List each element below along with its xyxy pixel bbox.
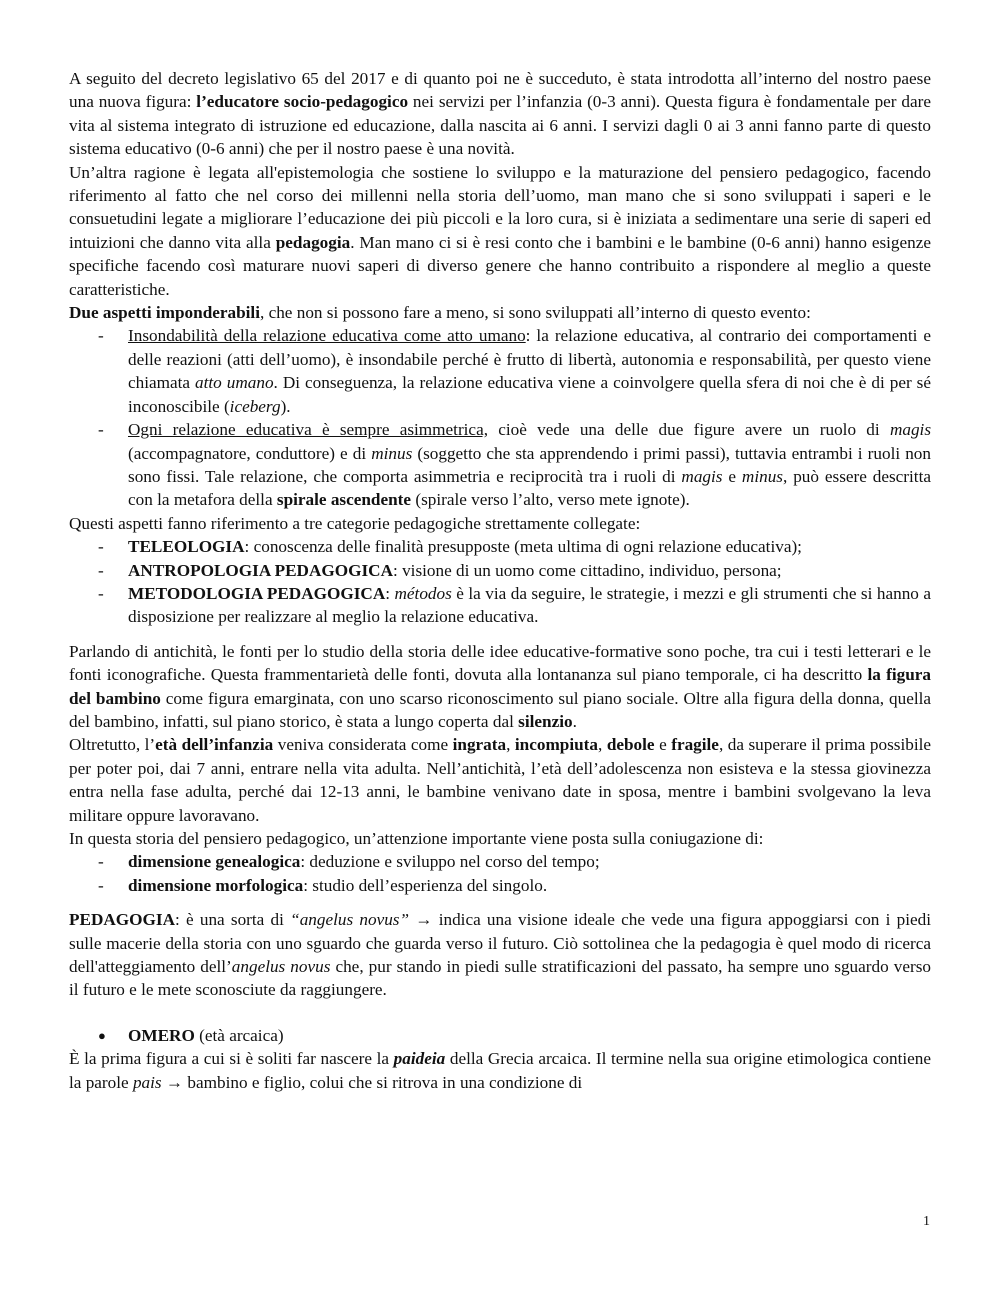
text: È la prima figura a cui si è soliti far nascere la bbox=[69, 1049, 394, 1069]
bold-term: dimensione morfologica bbox=[128, 875, 304, 895]
italic-term: iceberg bbox=[229, 396, 281, 416]
list-item bbox=[69, 850, 931, 873]
bold-term: PEDAGOGIA bbox=[69, 910, 175, 930]
text: della Grecia arcaica. Il termine nella sua origine etimologica contiene la parole bbox=[69, 1049, 931, 1092]
text: , bbox=[598, 735, 607, 755]
bold-term: incompiuta bbox=[514, 735, 598, 755]
text: e bbox=[722, 466, 742, 486]
text: : conoscenza delle finalità presupposte (meta ultima di ogni relazione educativa); bbox=[244, 537, 802, 557]
text: (spirale verso l’alto, verso mete ignote). bbox=[411, 490, 690, 510]
text: Oltretutto, l’ bbox=[69, 735, 156, 755]
text: veniva considerata come bbox=[273, 735, 453, 755]
bold-term: TELEOLOGIA bbox=[128, 537, 245, 557]
bold-term: ANTROPOLOGIA PEDAGOGICA bbox=[128, 560, 393, 580]
dimensions-list bbox=[69, 850, 931, 897]
text: ). bbox=[280, 396, 291, 416]
text: (età arcaica) bbox=[194, 1025, 284, 1045]
text: : bbox=[385, 583, 395, 603]
underlined-term: Insondabilità della relazione educativa come atto umano bbox=[128, 326, 526, 346]
bold-term: l’educatore socio-pedagogico bbox=[196, 92, 409, 112]
bold-term: debole bbox=[606, 735, 655, 755]
italic-term: minus bbox=[371, 443, 413, 463]
italic-term: métodos bbox=[394, 583, 452, 603]
bold-italic-term: paideia bbox=[393, 1049, 446, 1069]
aspects-list bbox=[69, 324, 931, 511]
bold-term: età dell’infanzia bbox=[155, 735, 274, 755]
bold-term: dimensione genealogica bbox=[128, 852, 301, 872]
paragraph-aspects bbox=[69, 301, 931, 324]
list-item bbox=[69, 1024, 931, 1047]
text: nei servizi per l’infanzia (0-3 anni). Questa figura è fondamentale per dare vita al sistema integrato di istruzione ed educazione, dalla nascita ai 6 anni. I servizi dagli 0 ai 3 anni fanno parte di questo sistema educativo (0-6 anni) che per il nostro paese è una novità. bbox=[69, 92, 931, 159]
italic-term: “angelus novus” bbox=[290, 910, 410, 930]
text: è la via da seguire, le strategie, i mezzi e gli strumenti che si hanno a disposizione per realizzare al meglio la relazione educativa. bbox=[128, 583, 931, 627]
text: : visione di un uomo come cittadino, individuo, persona; bbox=[393, 560, 782, 580]
paragraph-pedagogia bbox=[69, 908, 931, 1002]
text: . Man mano ci si è resi conto che i bambini e le bambine (0-6 anni) hanno esigenze specifiche facendo così maturare nuovi saperi di diverso genere che hanno contribuito a rispondere al meglio a queste caratteristiche. bbox=[69, 232, 931, 299]
text: (soggetto che sta apprendendo i primi passi), tuttavia entrambi i ruoli non sono fissi. Tale relazione, che comporta asimmetria e reciprocità tra i ruoli di bbox=[128, 443, 931, 486]
list-item bbox=[69, 559, 931, 582]
bold-term: METODOLOGIA PEDAGOGICA bbox=[128, 583, 386, 603]
paragraph-childhood bbox=[69, 733, 931, 827]
italic-term: pais bbox=[132, 1072, 162, 1092]
text: → indica una visione ideale che vede una figura appoggiarsi con i piedi sulle macerie della storia con uno sguardo che guarda verso il futuro. Ciò sottolinea che la pedagogia è quel modo di ricerca dell'atteggiamento dell’ bbox=[69, 910, 931, 977]
bold-term: Due aspetti imponderabili bbox=[69, 303, 260, 323]
list-item bbox=[69, 535, 931, 558]
list-item bbox=[69, 324, 931, 418]
italic-term: magis bbox=[681, 466, 723, 486]
italic-term: angelus novus bbox=[231, 957, 331, 977]
document-page bbox=[69, 67, 931, 1094]
paragraph-intro bbox=[69, 67, 931, 161]
list-item bbox=[69, 874, 931, 897]
bold-term: la figura del bambino bbox=[69, 665, 931, 708]
underlined-term: Ogni relazione educativa è sempre asimmetrica, bbox=[128, 420, 488, 440]
text: cioè vede una delle due figure avere un ruolo di bbox=[488, 420, 890, 440]
italic-term: atto umano bbox=[195, 373, 274, 393]
italic-term: minus bbox=[741, 466, 783, 486]
bold-term: ingrata bbox=[452, 735, 507, 755]
text: : è una sorta di bbox=[175, 910, 291, 930]
omero-list bbox=[69, 1024, 931, 1047]
text: . Di conseguenza, la relazione educativa viene a coinvolgere quella sfera di noi che è di per sé inconoscibile ( bbox=[128, 373, 931, 416]
paragraph-omero bbox=[69, 1047, 931, 1094]
page-number: 1 bbox=[923, 1214, 930, 1229]
text: che, pur stando in piedi sulle stratificazioni del passato, ha sempre uno sguardo verso il futuro e le mete sconosciute da raggiungere. bbox=[69, 957, 931, 1000]
text: Parlando di antichità, le fonti per lo studio della storia delle idee educative-formative sono poche, tra cui i testi letterari e le fonti iconografiche. Questa frammentarietà delle fonti, dovuta alla lontananza sul piano temporale, ci ha descritto bbox=[69, 641, 931, 685]
categories-list bbox=[69, 535, 931, 629]
list-item bbox=[69, 582, 931, 629]
paragraph-history: In questa storia del pensiero pedagogico, un’attenzione importante viene posta sulla coniugazione di: bbox=[69, 829, 764, 848]
text: come figura emarginata, con uno scarso riconoscimento sul piano sociale. Oltre alla figura della donna, quella del bambino, infatti, sul piano storico, è stata a lungo coperta dal bbox=[69, 688, 932, 731]
text: : la relazione educativa, al contrario dei comportamenti e delle reazioni (atti dell’uomo), è insondabile perché è frutto di libertà, autonomia e responsabilità, per questo viene chiamata bbox=[128, 326, 931, 393]
italic-term: magis bbox=[889, 420, 932, 440]
paragraph-epistemology bbox=[69, 161, 931, 301]
text: → bambino e figlio, colui che si ritrova in una condizione di bbox=[161, 1072, 583, 1092]
text: : deduzione e sviluppo nel corso del tempo; bbox=[300, 852, 600, 872]
bold-term: fragile bbox=[671, 735, 719, 755]
text: : studio dell’esperienza del singolo. bbox=[303, 875, 548, 895]
text: (accompagnatore, conduttore) e di bbox=[128, 443, 372, 463]
text: e bbox=[654, 735, 672, 755]
text: Un’altra ragione è legata all'epistemologia che sostiene lo sviluppo e la maturazione del pensiero pedagogico, facendo riferimento al fatto che nel corso dei millenni nella storia dell’uomo, man mano che si sono sviluppati i saperi e le consuetudini legate a migliorare l’educazione dei più piccoli e la loro cura, si è iniziata a sedimentare una serie di saperi ed intuizioni che danno vita alla bbox=[69, 162, 931, 252]
bold-term: pedagogia bbox=[275, 232, 351, 252]
bold-term: OMERO bbox=[128, 1025, 195, 1045]
text: A seguito del decreto legislativo 65 del 2017 e di quanto poi ne è succeduto, è stata introdotta all’interno del nostro paese una nuova figura: bbox=[69, 69, 931, 112]
text: , che non si possono fare a meno, si sono sviluppati all’interno di questo evento: bbox=[259, 303, 811, 323]
text: , da superare il prima possibile per poter poi, dai 7 anni, entrare nella vita adulta. Nell’antichità, l’età dell’adolescenza non esisteva e la stessa giovinezza entra nella fase adulta, perché dai 12-13 anni, le bambine venivano date in sposa, mentre i bambini svolgevano la leva militare oppure lavoravano. bbox=[69, 735, 931, 825]
paragraph-antiquity bbox=[69, 640, 931, 734]
text: , può essere descritta con la metafora della bbox=[128, 466, 931, 510]
text: , bbox=[506, 735, 515, 755]
bold-term: spirale ascendente bbox=[276, 490, 412, 510]
bold-term: silenzio bbox=[518, 711, 573, 731]
list-item bbox=[69, 418, 931, 512]
paragraph-categories: Questi aspetti fanno riferimento a tre categorie pedagogiche strettamente collegate: bbox=[69, 513, 641, 533]
text: . bbox=[572, 711, 577, 731]
